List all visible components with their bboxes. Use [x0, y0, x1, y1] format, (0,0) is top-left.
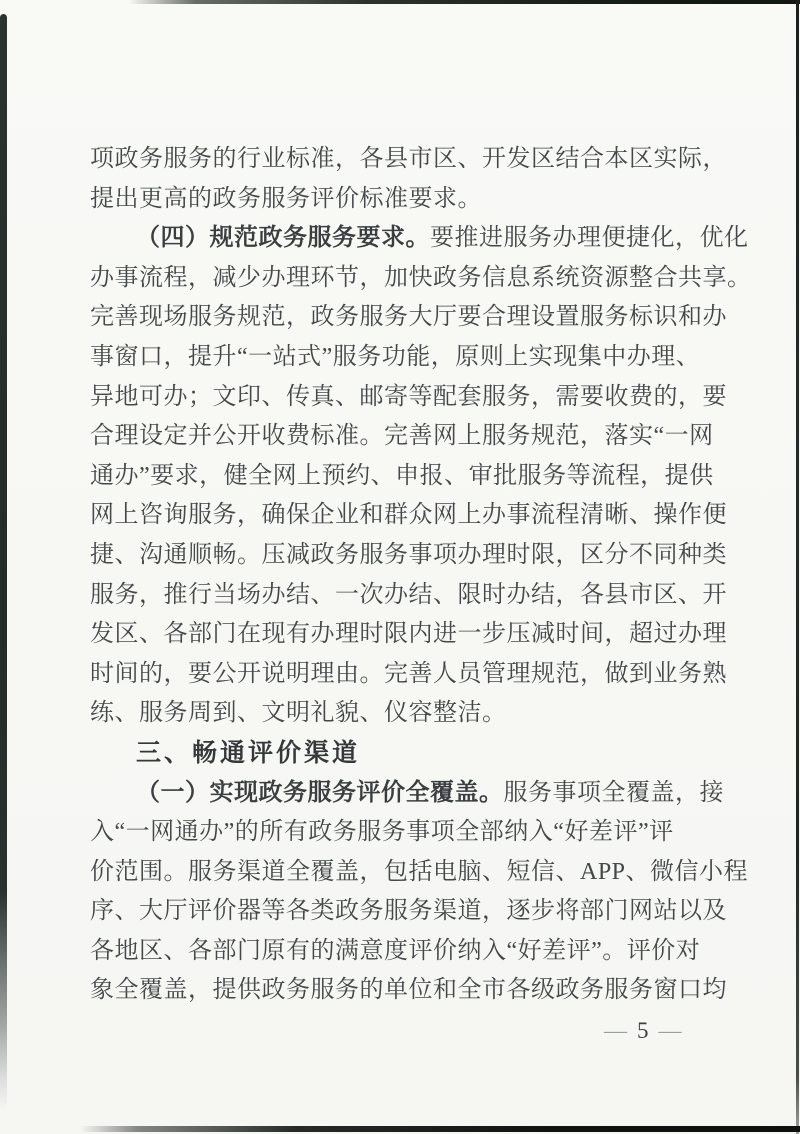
- text-line: 网上咨询服务，确保企业和群众网上办事流程清晰、操作便: [90, 502, 727, 529]
- text-line: [90, 219, 749, 259]
- scan-edge-top: [128, 0, 800, 4]
- scan-edge-bottom: [80, 1126, 800, 1132]
- text-line: 事窗口，提升“一站式”服务功能，原则上实现集中办理、: [90, 343, 701, 370]
- text-line: 捷、沟通顺畅。压减政务服务事项办理时限，区分不同种类: [90, 541, 727, 568]
- text-line: 办事流程，减少办理环节，加快政务信息系统资源整合共享。: [90, 264, 752, 291]
- text-segment: 要推进服务办理便捷化，优化: [430, 225, 749, 252]
- subsection-1-title: （一）实现政务服务评价全覆盖。: [136, 779, 504, 806]
- text-line: 项政务服务的行业标准，各县市区、开发区结合本区实际，: [90, 146, 727, 172]
- text-line: 练、服务周到、文明礼貌、仪容整洁。: [90, 700, 507, 727]
- text-line: 发区、各部门在现有办理时限内进一步压减时间，超过办理: [90, 621, 727, 648]
- text-line: 序、大厅评价器等各类政务服务渠道，逐步将部门网站以及: [90, 898, 727, 925]
- text-line: 时间的，要公开说明理由。完善人员管理规范，做到业务熟: [90, 660, 727, 687]
- text-line: 通办”要求，健全网上预约、申报、审批服务等流程，提供: [90, 462, 714, 489]
- text-segment: 服务事项全覆盖，接: [503, 779, 724, 806]
- page-number-dash-left: —: [604, 1018, 629, 1043]
- text-line: 价范围。服务渠道全覆盖，包括电脑、短信、APP、微信小程: [90, 858, 749, 885]
- text-line: 各地区、各部门原有的满意度评价纳入“好差评”。评价对: [90, 937, 701, 964]
- text-line: 异地可办；文印、传真、邮寄等配套服务，需要收费的，要: [90, 383, 727, 410]
- document-body: [90, 140, 752, 1011]
- page-number-value: 5: [637, 1018, 651, 1043]
- text-line: 入“一网通办”的所有政务服务事项全部纳入“好差评”评: [90, 819, 674, 846]
- scan-edge-right: [796, 0, 799, 1134]
- text-line: [90, 774, 722, 814]
- subsection-4-title: （四）规范政务服务要求。: [136, 225, 430, 252]
- page-number: [604, 1018, 684, 1044]
- text-line: 象全覆盖，提供政务服务的单位和全市各级政务服务窗口均: [90, 977, 727, 1004]
- page-number-dash-right: —: [658, 1018, 684, 1043]
- text-line: 合理设定并公开收费标准。完善网上服务规范，落实“一网: [90, 423, 714, 450]
- text-line: 提出更高的政务服务评价标准要求。: [90, 185, 482, 212]
- text-line: 服务，推行当场办结、一次办结、限时办结，各县市区、开: [90, 581, 727, 608]
- section-3-heading: 三、畅通评价渠道: [136, 738, 361, 767]
- text-line: 完善现场服务规范，政务服务大厅要合理设置服务标识和办: [90, 304, 727, 331]
- scan-edge-left: [0, 14, 7, 1110]
